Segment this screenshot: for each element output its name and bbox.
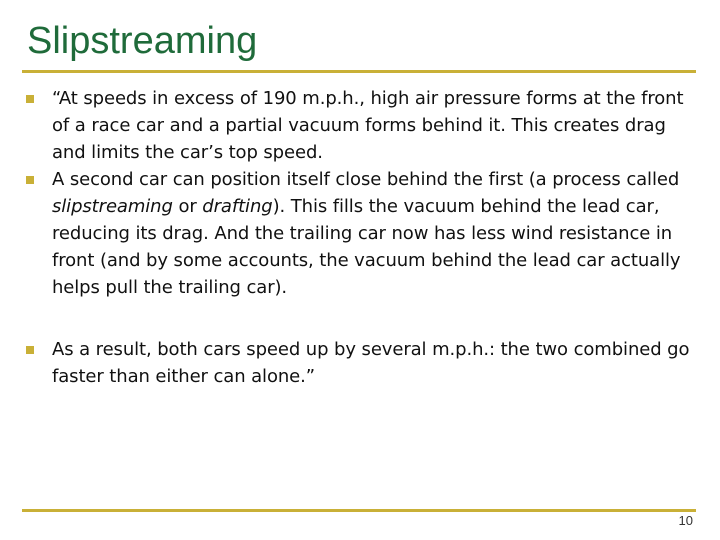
square-bullet-icon <box>26 95 34 103</box>
bullet-text: As a result, both cars speed up by several m.p.h.: the two combined go faster than either can alone.” <box>52 339 690 387</box>
slide-title: Slipstreaming <box>27 20 258 62</box>
bullet-text-part: ). This fills the vacuum behind the lead car, reducing its drag. And the trailing car now has less wind resistance in front (and by some accounts, the vacuum behind the lead car actually helps pull the trailing car). <box>52 196 681 298</box>
title-divider <box>22 70 696 73</box>
page-number: 10 <box>678 513 693 528</box>
footer-divider <box>22 509 696 512</box>
bullet-text-part: A second car can position itself close behind the first (a process called <box>52 169 680 190</box>
bullet-text-part: or <box>172 196 203 217</box>
bullet-text <box>52 166 692 301</box>
square-bullet-icon <box>26 176 34 184</box>
square-bullet-icon <box>26 346 34 354</box>
bullet-text: “At speeds in excess of 190 m.p.h., high air pressure forms at the front of a race car and a partial vacuum forms behind it. This creates drag and limits the car’s top speed. <box>52 88 684 163</box>
emphasis-drafting: drafting <box>202 196 273 217</box>
emphasis-slipstreaming: slipstreaming <box>52 196 173 217</box>
